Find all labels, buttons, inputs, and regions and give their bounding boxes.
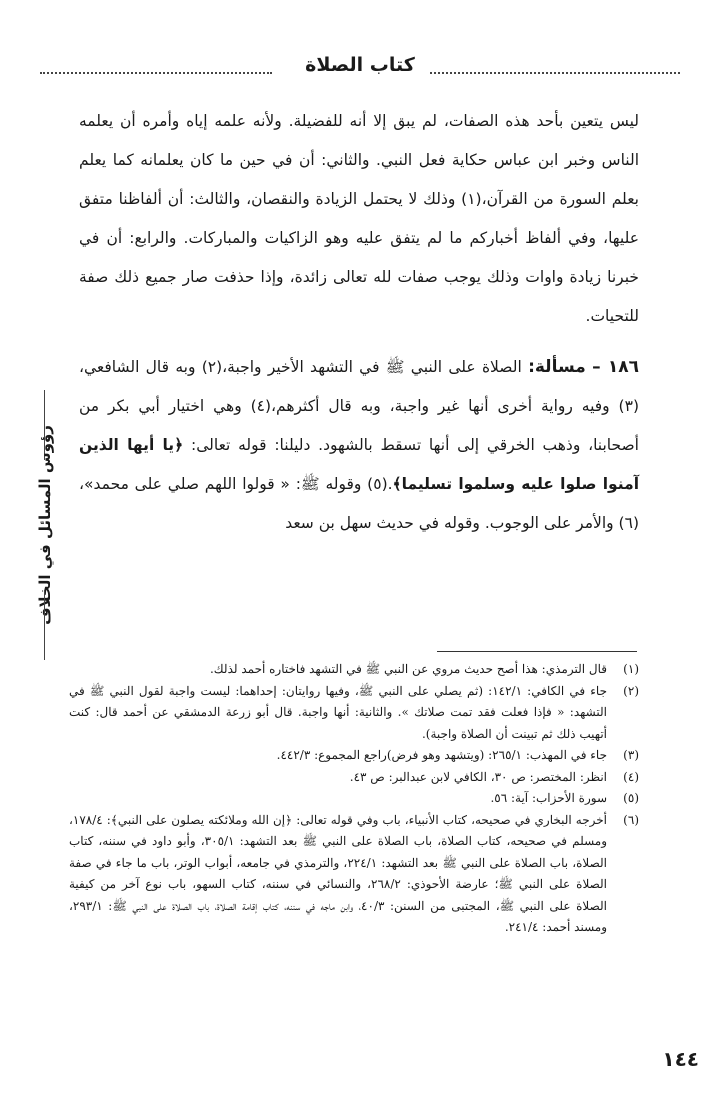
running-header <box>40 52 680 86</box>
issue-text-1: الصلاة على النبي ﷺ في التشهد الأخير واجبة،(٢) وبه قال الشافعي،(٣) وفيه رواية أخرى أنها غير واجبة، وبه قال أكثرهم،(٤) وهي اختيار أبي بكر من أصحابنا، وذهب الخرقي إلى أنها تسقط بالشهود. دليلنا: قوله تعالى: <box>79 358 639 454</box>
footnote-number: (٣) <box>623 748 639 762</box>
footnote-number: (٦) <box>623 812 639 827</box>
issue-label: مسألة: <box>528 357 586 377</box>
footnote-separator <box>437 651 637 652</box>
quran-quote: ﴿يا أيها الذين آمنوا صلوا عليه وسلموا تسليما﴾ <box>79 436 640 493</box>
book-title-vertical: رؤوس المسائل في الخلاف <box>36 425 54 625</box>
paragraph-1: ليس يتعين بأحد هذه الصفات، لم يبق إلا أنه للفضيلة. ولأنه علمه إياه وأمره أن يعلمه الناس وخبر ابن عباس حكاية فعل النبي. والثاني: أن في حين ما كان يعلمانه كما يعلم بعلم السورة من القرآن،(١) وذلك لا يحتمل الزيادة والنقصان، والثالث: أن ألفاظنا متفق عليها، وفي ألفاظ أخباركم ما لم يتفق عليه وهو الزاكيات والمباركات. والرابع: أن في خبرنا زيادة واوات وذلك يوجب صفات لله تعالى زائدة، وإذا حذفت صار جميع ذلك صفة للتحيات. <box>79 112 639 325</box>
footnote-5 <box>69 788 639 810</box>
footnote-6 <box>69 810 639 939</box>
footnote-text: جاء في الكافي: ١٤٢/١: (ثم يصلي على النبي ﷺ، وفيها روايتان: إحداهما: ليست واجبة لقول النبي ﷺ في التشهد: « فإذا فعلت فقد تمت صلاتك ». والثانية: أنها واجبة. قال أبو زرعة الدمشقي عن أحمد قال: كنت أتهيب ذلك ثم تبينت أن الصلاة واجبة). <box>69 683 607 741</box>
side-rule-bottom <box>44 590 45 660</box>
issue-paragraph <box>79 348 639 543</box>
footnote-text: سورة الأحزاب: آية: ٥٦. <box>490 791 607 805</box>
issue-text-2: .(٥) وقوله ﷺ: « قولوا اللهم صلي على محمد»،(٦) والأمر على الوجوب. وقوله في حديث سهل بن سعد <box>79 475 639 532</box>
footnote-number: (٥) <box>623 791 639 805</box>
page-number: ١٤٤ <box>662 1047 699 1071</box>
side-margin <box>22 390 68 660</box>
header-rule-left <box>40 72 272 74</box>
footnote-text: قال الترمذي: هذا أصح حديث مروي عن النبي ﷺ في التشهد فاختاره أحمد لذلك. <box>209 662 607 676</box>
footnote-text: جاء في المهذب: ٢٦٥/١: (ويتشهد وهو فرض)راجع المجموع: ٤٤٢/٣. <box>276 748 607 762</box>
issue-number: ١٨٦ – <box>592 357 639 377</box>
footnote-1 <box>69 659 639 681</box>
main-text <box>79 102 639 543</box>
footnotes <box>69 659 639 939</box>
footnote-3 <box>69 745 639 767</box>
chapter-title: كتاب الصلاة <box>305 54 415 76</box>
footnote-number: (٤) <box>623 769 639 784</box>
footnote-2 <box>69 681 639 746</box>
footnote-text: أخرجه البخاري في صحيحه، كتاب الأنبياء، باب وفي قوله تعالى: ﴿إن الله وملائكته يصلون على النبي﴾: ١٧٨/٤، ومسلم في صحيحه، كتاب الصلاة، باب الصلاة على النبي ﷺ بعد التشهد: ٣٠٥/١، وأبو داود في سننه، كتاب الصلاة، باب الصلاة على النبي ﷺ بعد التشهد: ٢٢٤/١، والترمذي في جامعه، أبواب الوتر، باب ما جاء في صفة الصلاة على النبي ﷺ؛ عارضة الأحوذي: ٢٦٨/٢، والنسائي في سننه، كتاب السهو، باب نوع آخر من كيفية الصلاة على النبي ﷺ، المجتبى من السنن: ٤٠/٣، وابن ماجه في سننه، كتاب إقامة الصلاة، باب الصلاة على النبي ﷺ: ٢٩٣/١، ومسند أحمد: ٢٤١/٤. <box>69 812 607 934</box>
footnote-number: (١) <box>623 662 639 676</box>
footnote-number: (٢) <box>623 683 639 698</box>
footnote-4 <box>69 767 639 789</box>
footnote-text: انظر: المختصر: ص ٣٠، الكافي لابن عبدالبر: ص ٤٣. <box>349 769 607 784</box>
